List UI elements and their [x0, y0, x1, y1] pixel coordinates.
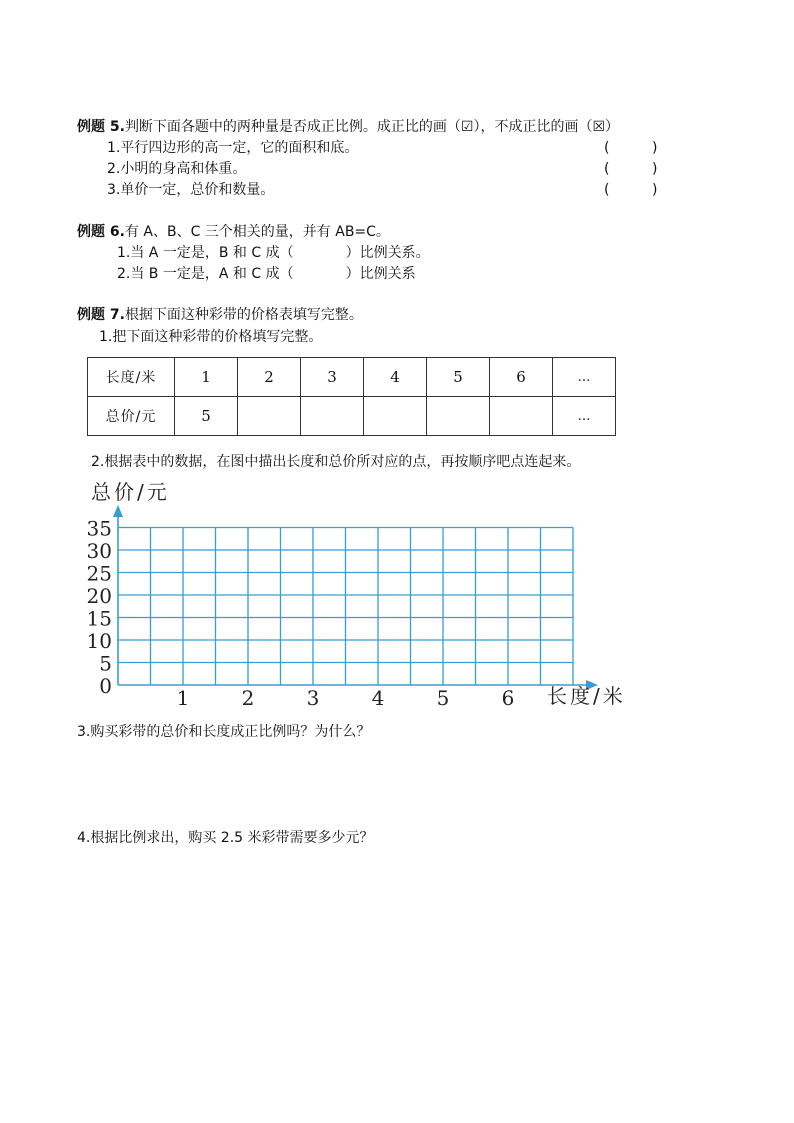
example-6-item-2-start: 2.当 B 一定是，A 和 C 成（	[117, 266, 294, 282]
table-cell: 6	[490, 358, 553, 397]
y-tick-label: 5	[99, 651, 112, 676]
x-tick-label: 1	[176, 686, 190, 710]
table-cell: 3	[301, 358, 364, 397]
example-7-question-1: 1.把下面这种彩带的价格填写完整。	[99, 329, 323, 345]
y-axis-arrow-icon	[113, 505, 123, 517]
table-header-length: 长度/米	[88, 358, 175, 397]
table-cell-blank[interactable]	[364, 397, 427, 436]
table-row	[88, 397, 616, 436]
x-tick-label: 5	[436, 686, 450, 710]
y-tick-label: 25	[86, 561, 112, 586]
table-cell-blank[interactable]	[301, 397, 364, 436]
example-5-item-1: 1.平行四边形的高一定，它的面积和底。	[107, 140, 359, 156]
price-grid-chart	[0, 475, 794, 715]
x-tick-label: 4	[371, 686, 385, 710]
table-cell: …	[553, 397, 616, 436]
y-tick-label: 15	[86, 606, 112, 631]
example-6-heading	[77, 223, 390, 241]
x-tick-label: 3	[306, 686, 320, 710]
table-cell: 5	[427, 358, 490, 397]
example-6-text: 有 A、B、C 三个相关的量，并有 AB=C。	[124, 224, 390, 240]
example-5-item-3: 3.单价一定，总价和数量。	[107, 182, 275, 198]
x-tick-label: 2	[241, 686, 255, 710]
example-7-title: 例题 7.	[77, 307, 125, 323]
x-tick-label: 6	[501, 686, 515, 710]
y-tick-label: 0	[99, 674, 112, 698]
example-6-item-2	[117, 265, 416, 283]
y-tick-label: 35	[86, 516, 112, 541]
grid-lines	[118, 528, 573, 686]
table-cell: 2	[238, 358, 301, 397]
example-6-title: 例题 6.	[77, 224, 125, 240]
example-6-item-1-end: ）比例关系。	[345, 245, 430, 261]
example-5-item-2: 2.小明的身高和体重。	[107, 161, 247, 177]
table-cell: 1	[175, 358, 238, 397]
example-7-question-2: 2.根据表中的数据，在图中描出长度和总价所对应的点，再按顺序吧点连起来。	[91, 454, 581, 470]
answer-paren-close-2: )	[652, 161, 658, 177]
answer-paren-open-3: (	[604, 182, 610, 198]
y-tick-label: 20	[86, 584, 112, 608]
y-tick-label: 30	[86, 539, 112, 563]
table-header-total: 总价/元	[88, 397, 175, 436]
table-cell-blank[interactable]	[490, 397, 553, 436]
answer-paren-close-3: )	[652, 182, 658, 198]
table-cell: 4	[364, 358, 427, 397]
table-cell-blank[interactable]	[427, 397, 490, 436]
example-5-heading	[77, 118, 619, 136]
table-cell: …	[553, 358, 616, 397]
y-tick-label: 10	[86, 629, 112, 653]
example-5-title: 例题 5.	[77, 119, 125, 135]
example-6-item-2-end: ）比例关系	[345, 266, 416, 282]
answer-paren-close-1: )	[652, 140, 658, 156]
answer-paren-open-1: (	[604, 140, 610, 156]
table-row	[88, 358, 616, 397]
table-cell-blank[interactable]	[238, 397, 301, 436]
example-6-item-1	[117, 244, 430, 262]
example-7-question-4: 4.根据比例求出，购买 2.5 米彩带需要多少元？	[77, 830, 374, 846]
x-axis-label: 长度/米	[547, 684, 626, 708]
y-axis-label: 总价/元	[91, 480, 170, 504]
table-cell: 5	[175, 397, 238, 436]
price-table	[87, 357, 616, 436]
answer-paren-open-2: (	[604, 161, 610, 177]
example-5-text: 判断下面各题中的两种量是否成正比例。成正比的画（☑），不成正比的画（☒）	[124, 119, 620, 135]
example-7-text: 根据下面这种彩带的价格表填写完整。	[124, 307, 363, 323]
example-7-question-3: 3.购买彩带的总价和长度成正比例吗？为什么？	[77, 724, 371, 740]
example-7-heading	[77, 306, 363, 324]
example-6-item-1-start: 1.当 A 一定是，B 和 C 成（	[117, 245, 294, 261]
